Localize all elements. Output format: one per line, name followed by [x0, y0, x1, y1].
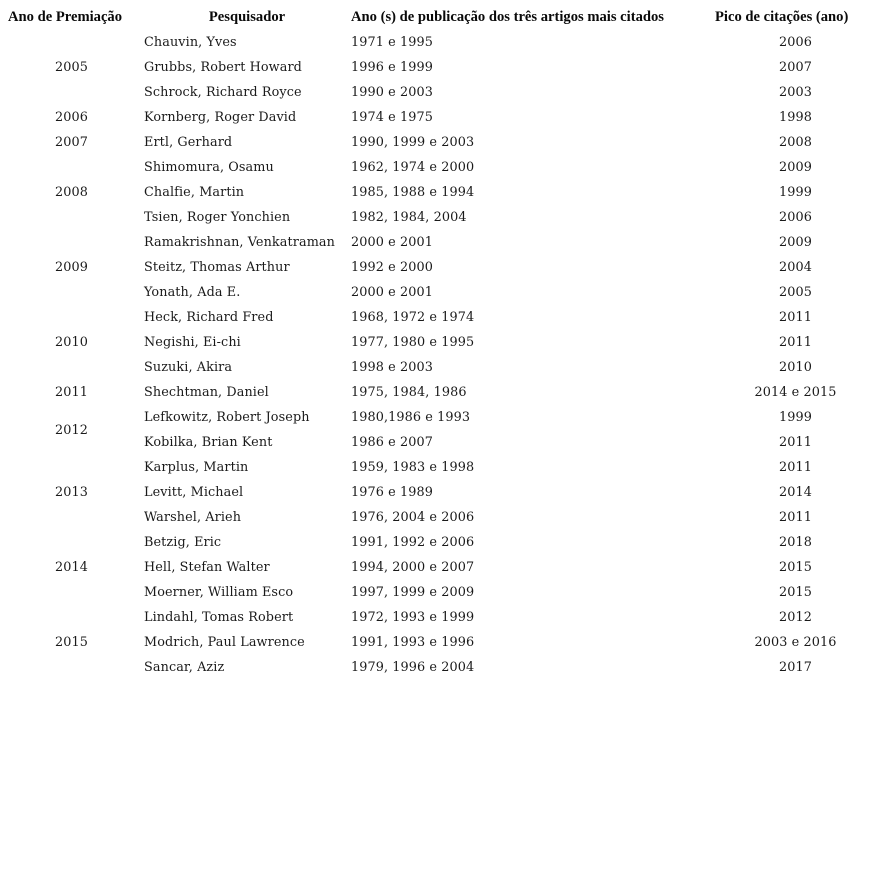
- researcher-cell: Chalfie, Martin: [144, 185, 245, 200]
- researcher-cell: Sancar, Aziz: [144, 660, 225, 675]
- researcher-cell: Kornberg, Roger David: [144, 110, 297, 125]
- researcher-cell: Shimomura, Osamu: [144, 160, 274, 175]
- award-year-cell: 2007: [55, 135, 88, 150]
- award-year-cell: 2013: [55, 485, 88, 500]
- researcher-cell: Lefkowitz, Robert Joseph: [144, 410, 310, 425]
- citation-peak-cell: 2011: [779, 510, 812, 525]
- publication-years-cell: 1992 e 2000: [351, 260, 433, 275]
- award-year-cell: 2011: [55, 385, 88, 400]
- publication-years-cell: 1996 e 1999: [351, 60, 433, 75]
- table-row: [0, 380, 878, 405]
- table-row: [0, 405, 878, 430]
- table-row: [0, 105, 878, 130]
- publication-years-cell: 1979, 1996 e 2004: [351, 660, 475, 675]
- header-researcher: Pesquisador: [208, 9, 286, 25]
- header-citation-peak: Pico de citações (ano): [715, 9, 849, 25]
- publication-years-cell: 1985, 1988 e 1994: [351, 185, 475, 200]
- publication-years-cell: 1968, 1972 e 1974: [351, 310, 475, 325]
- award-year-cell: 2008: [55, 185, 88, 200]
- publication-years-cell: 1990, 1999 e 2003: [351, 135, 475, 150]
- publication-years-cell: 1991, 1993 e 1996: [351, 635, 475, 650]
- citation-peak-cell: 2015: [779, 585, 812, 600]
- publication-years-cell: 1974 e 1975: [351, 110, 433, 125]
- citation-peak-cell: 2008: [779, 135, 812, 150]
- publication-years-cell: 1975, 1984, 1986: [351, 385, 467, 400]
- award-year-cell: 2012: [55, 422, 88, 438]
- table-row: [0, 130, 878, 155]
- citation-peak-cell: 2006: [779, 210, 812, 225]
- table-row: [0, 455, 878, 480]
- publication-years-cell: 1977, 1980 e 1995: [351, 335, 475, 350]
- citation-peak-cell: 2017: [779, 660, 812, 675]
- award-year-cell: 2015: [55, 635, 88, 650]
- citation-peak-cell: 2014 e 2015: [754, 385, 837, 400]
- citation-peak-cell: 2011: [779, 460, 812, 475]
- publication-years-cell: 1972, 1993 e 1999: [351, 610, 475, 625]
- publication-years-cell: 2000 e 2001: [351, 285, 433, 300]
- award-year-cell: 2006: [55, 110, 88, 125]
- nobel-citation-table-container: [0, 5, 878, 680]
- researcher-cell: Levitt, Michael: [144, 485, 244, 500]
- researcher-cell: Warshel, Arieh: [144, 510, 242, 525]
- publication-years-cell: 1976, 2004 e 2006: [351, 510, 475, 525]
- table-row: [0, 155, 878, 180]
- publication-years-cell: 1997, 1999 e 2009: [351, 585, 475, 600]
- researcher-cell: Heck, Richard Fred: [144, 310, 274, 325]
- researcher-cell: Betzig, Eric: [144, 535, 222, 550]
- table-row: [0, 605, 878, 630]
- researcher-cell: Hell, Stefan Walter: [144, 560, 270, 575]
- citation-peak-cell: 2009: [779, 235, 812, 250]
- researcher-cell: Ramakrishnan, Venkatraman: [144, 235, 336, 250]
- publication-years-cell: 1976 e 1989: [351, 485, 433, 500]
- table-row: [0, 30, 878, 55]
- table-body: [0, 30, 878, 680]
- award-year-cell: 2010: [55, 335, 88, 350]
- citation-peak-cell: 2015: [779, 560, 812, 575]
- citation-peak-cell: 2009: [779, 160, 812, 175]
- researcher-cell: Lindahl, Tomas Robert: [144, 610, 294, 625]
- researcher-cell: Chauvin, Yves: [144, 35, 237, 50]
- researcher-cell: Yonath, Ada E.: [144, 285, 241, 300]
- table-row: [0, 530, 878, 555]
- researcher-cell: Suzuki, Akira: [144, 360, 233, 375]
- publication-years-cell: 1982, 1984, 2004: [351, 210, 467, 225]
- citation-peak-cell: 2018: [779, 535, 812, 550]
- table-row: [0, 305, 878, 330]
- award-year-cell: 2014: [55, 560, 88, 575]
- researcher-cell: Schrock, Richard Royce: [144, 85, 302, 100]
- researcher-cell: Kobilka, Brian Kent: [144, 435, 273, 450]
- researcher-cell: Modrich, Paul Lawrence: [144, 635, 305, 650]
- researcher-cell: Grubbs, Robert Howard: [144, 60, 302, 75]
- researcher-cell: Tsien, Roger Yonchien: [144, 210, 291, 225]
- publication-years-cell: 1959, 1983 e 1998: [351, 460, 475, 475]
- publication-years-cell: 1962, 1974 e 2000: [351, 160, 475, 175]
- researcher-cell: Ertl, Gerhard: [144, 135, 233, 150]
- citation-peak-cell: 1998: [779, 110, 812, 125]
- researcher-cell: Steitz, Thomas Arthur: [144, 260, 290, 275]
- award-year-cell: 2009: [55, 260, 88, 275]
- header-row: [0, 5, 878, 30]
- publication-years-cell: 1998 e 2003: [351, 360, 433, 375]
- nobel-citation-table: [0, 5, 878, 680]
- publication-years-cell: 1991, 1992 e 2006: [351, 535, 475, 550]
- publication-years-cell: 1994, 2000 e 2007: [351, 560, 475, 575]
- table-row: [0, 230, 878, 255]
- researcher-cell: Karplus, Martin: [144, 460, 249, 475]
- table-header: [0, 5, 878, 30]
- citation-peak-cell: 2012: [779, 610, 812, 625]
- citation-peak-cell: 2003: [779, 85, 812, 100]
- citation-peak-cell: 2011: [779, 435, 812, 450]
- publication-years-cell: 1980,1986 e 1993: [351, 410, 471, 425]
- header-award-year: Ano de Premiação: [8, 9, 123, 25]
- publication-years-cell: 1990 e 2003: [351, 85, 433, 100]
- researcher-cell: Negishi, Ei-chi: [144, 335, 241, 350]
- publication-years-cell: 1986 e 2007: [351, 435, 433, 450]
- citation-peak-cell: 2004: [779, 260, 812, 275]
- researcher-cell: Moerner, William Esco: [144, 585, 294, 600]
- citation-peak-cell: 2007: [779, 60, 812, 75]
- citation-peak-cell: 1999: [779, 410, 812, 425]
- citation-peak-cell: 2011: [779, 335, 812, 350]
- citation-peak-cell: 1999: [779, 185, 812, 200]
- award-year-cell: 2005: [55, 60, 88, 75]
- citation-peak-cell: 2006: [779, 35, 812, 50]
- citation-peak-cell: 2010: [779, 360, 812, 375]
- header-publication-years: Ano (s) de publicação dos três artigos mais citados: [351, 9, 664, 25]
- publication-years-cell: 2000 e 2001: [351, 235, 433, 250]
- citation-peak-cell: 2003 e 2016: [754, 635, 837, 650]
- citation-peak-cell: 2005: [779, 285, 812, 300]
- citation-peak-cell: 2011: [779, 310, 812, 325]
- publication-years-cell: 1971 e 1995: [351, 35, 433, 50]
- researcher-cell: Shechtman, Daniel: [144, 385, 269, 400]
- citation-peak-cell: 2014: [779, 485, 812, 500]
